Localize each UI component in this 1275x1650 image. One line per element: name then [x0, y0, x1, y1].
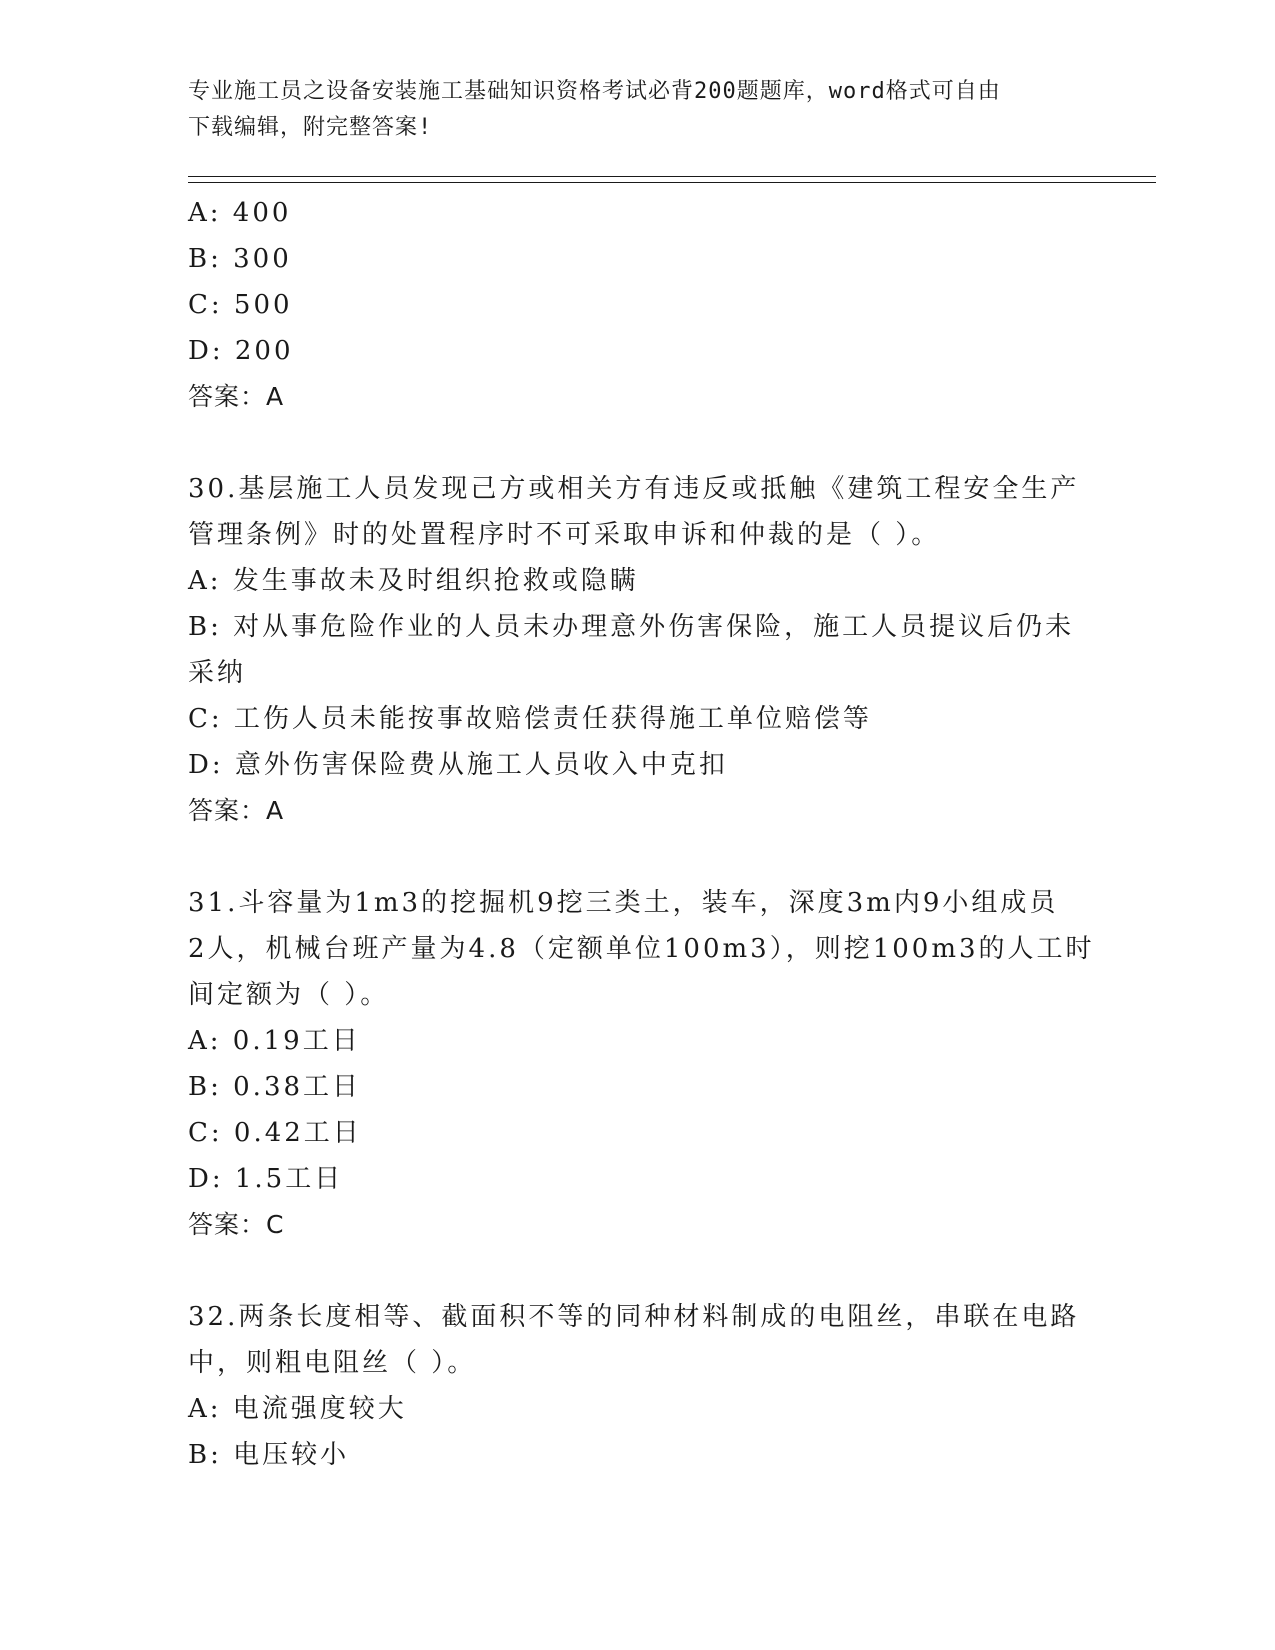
question-stem-line: 中，则粗电阻丝（ ）。	[188, 1348, 477, 1378]
question-stem-line: 31.斗容量为1m3的挖掘机9挖三类土，装车，深度3m内9小组成员	[188, 888, 1059, 918]
question-stem-line: 2人，机械台班产量为4.8（定额单位100m3），则挖100m3的人工时	[188, 934, 1095, 964]
option-b: B: 300	[188, 244, 292, 274]
option-a: A: 发生事故未及时组织抢救或隐瞒	[188, 566, 639, 596]
option-b: B: 对从事危险作业的人员未办理意外伤害保险，施工人员提议后仍未	[188, 612, 1075, 642]
page-header	[188, 74, 1068, 146]
option-d: D: 200	[188, 336, 294, 366]
spacer	[188, 834, 1088, 880]
spacer	[188, 420, 1088, 466]
option-c: C: 0.42工日	[188, 1118, 362, 1148]
answer-line: 答案：A	[188, 382, 285, 411]
question-stem-line: 管理条例》时的处置程序时不可采取申诉和仲裁的是（ ）。	[188, 520, 941, 550]
question-31-block	[188, 880, 1095, 1248]
header-rule-bottom	[188, 182, 1156, 183]
option-c: C: 工伤人员未能按事故赔偿责任获得施工单位赔偿等	[188, 704, 872, 734]
question-29-block	[188, 190, 1088, 420]
header-line-1: 专业施工员之设备安装施工基础知识资格考试必背200题题库，word格式可自由	[188, 79, 1001, 104]
option-b: B: 电压较小	[188, 1440, 350, 1470]
spacer	[188, 1248, 1088, 1294]
answer-line: 答案：C	[188, 1210, 285, 1239]
question-32-block	[188, 1294, 1088, 1478]
option-a: A: 0.19工日	[188, 1026, 361, 1056]
option-d: D: 1.5工日	[188, 1164, 344, 1194]
question-30-block	[188, 466, 1088, 834]
option-c: C: 500	[188, 290, 293, 320]
header-rule-top	[188, 176, 1156, 177]
question-stem-line: 30.基层施工人员发现己方或相关方有违反或抵触《建筑工程安全生产	[188, 474, 1080, 504]
option-a: A: 电流强度较大	[188, 1394, 407, 1424]
option-d: D: 意外伤害保险费从施工人员收入中克扣	[188, 750, 728, 780]
question-stem-line: 间定额为（ ）。	[188, 980, 390, 1010]
option-b-continued: 采纳	[188, 658, 247, 688]
question-content	[188, 190, 1095, 1478]
question-stem-line: 32.两条长度相等、截面积不等的同种材料制成的电阻丝，串联在电路	[188, 1302, 1080, 1332]
answer-line: 答案：A	[188, 796, 285, 825]
header-line-2: 下载编辑，附完整答案!	[188, 115, 433, 140]
option-a: A: 400	[188, 198, 292, 228]
option-b: B: 0.38工日	[188, 1072, 362, 1102]
